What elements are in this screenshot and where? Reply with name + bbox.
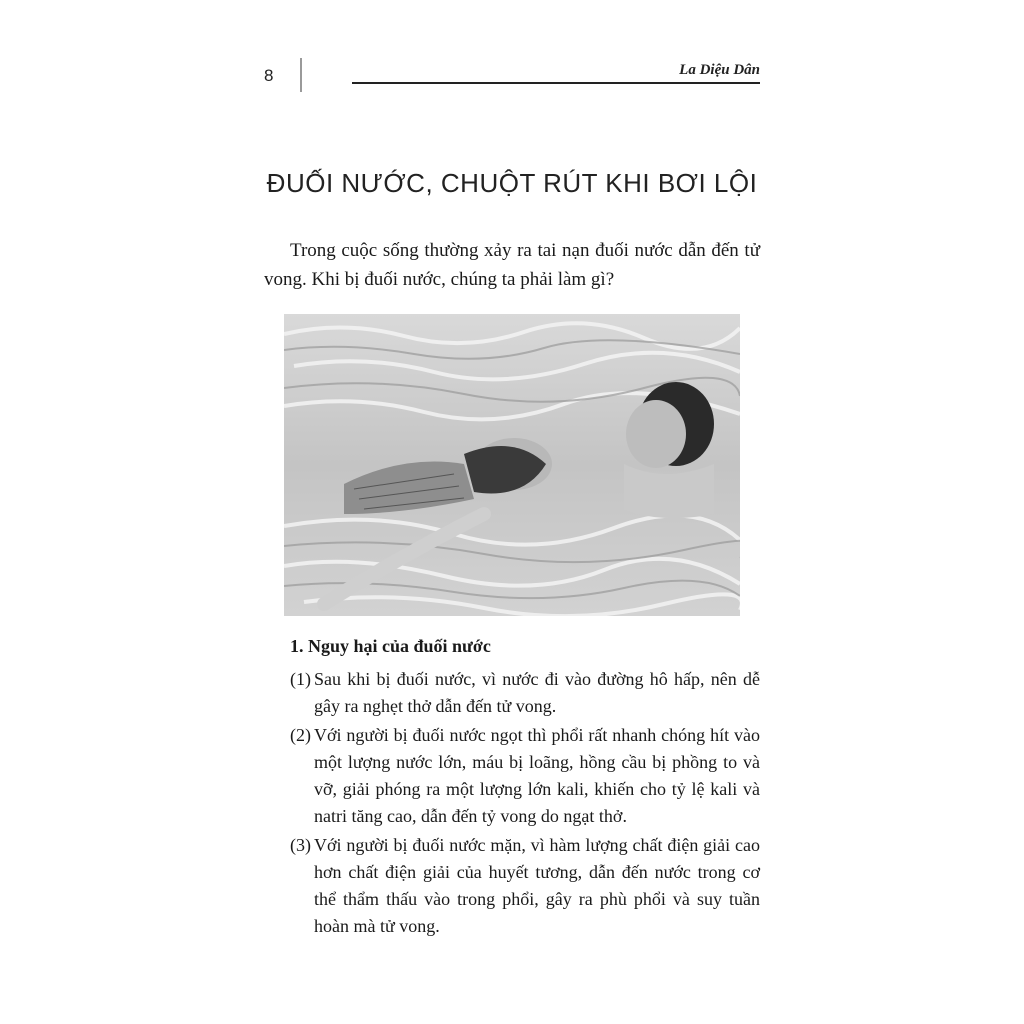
swimmer-rescue-photo: [284, 314, 740, 616]
list-item: [290, 722, 760, 830]
list-item: [290, 832, 760, 940]
chapter-title: ĐUỐI NƯỚC, CHUỘT RÚT KHI BƠI LỘI: [266, 168, 758, 198]
header-divider: [300, 58, 302, 92]
item-text: Với người bị đuối nước mặn, vì hàm lượng chất điện giải cao hơn chất điện giải của huyết tương, dẫn đến nước trong cơ thể thẩm thấu vào trong phổi, gây ra phù phổi và suy tuần hoàn mà tử vong.: [314, 835, 760, 936]
hazard-list: [290, 666, 760, 942]
item-text: Với người bị đuối nước ngọt thì phổi rất nhanh chóng hít vào một lượng nước lớn, máu bị loãng, hồng cầu bị phồng to và vỡ, giải phóng ra một lượng lớn kali, khiến cho tỷ lệ kali và natri tăng cao, dẫn đến tỷ vong do ngạt thở.: [314, 725, 760, 826]
photo-illustration-icon: [284, 314, 740, 616]
section-heading: 1. Nguy hại của đuối nước: [290, 636, 491, 656]
item-number: (1): [290, 669, 311, 689]
header-rule: [352, 82, 760, 84]
item-text: Sau khi bị đuối nước, vì nước đi vào đường hô hấp, nên dễ gây ra nghẹt thở dẫn đến tử vong.: [314, 669, 760, 716]
item-number: (3): [290, 835, 311, 855]
page-number: 8: [264, 66, 274, 85]
intro-paragraph: Trong cuộc sống thường xảy ra tai nạn đuối nước dẫn đến tử vong. Khi bị đuối nước, chúng ta phải làm gì?: [264, 240, 760, 290]
running-header-author: La Diệu Dân: [679, 62, 760, 78]
item-number: (2): [290, 725, 311, 745]
list-item: [290, 666, 760, 720]
